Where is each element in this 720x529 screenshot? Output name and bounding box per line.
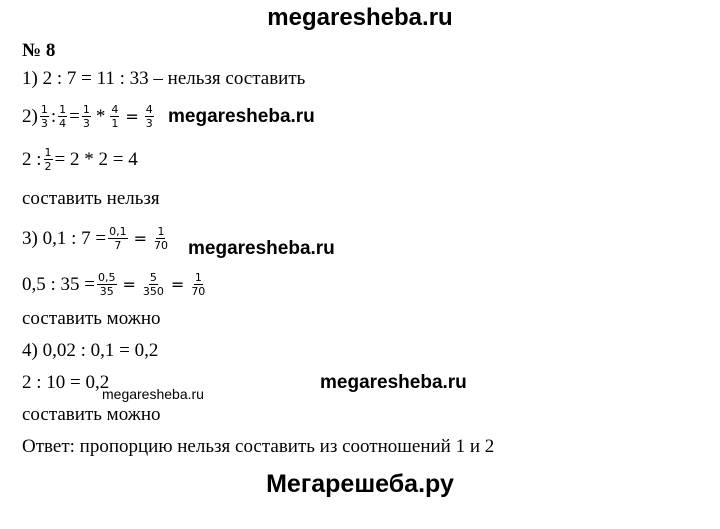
watermark-small: megaresheba.ru: [102, 386, 204, 402]
equals: =: [122, 275, 136, 294]
watermark-mid-right: megaresheba.ru: [320, 372, 467, 393]
item-3: [22, 226, 171, 251]
fraction-1-70: $\frac{1}{70}$: [191, 271, 206, 298]
item-3-prefix: 3) 0,1 : 7 =: [22, 227, 107, 249]
fraction-1-2: $\frac{1}{2}$: [44, 146, 52, 173]
watermark-top: megaresheba.ru: [267, 4, 453, 31]
fraction-1-3: $\frac{1}{3}$: [40, 103, 48, 130]
answer: Ответ: пропорцию нельзя составить из соотношений 1 и 2: [22, 436, 495, 457]
equals: =: [133, 229, 147, 248]
equals: =: [69, 105, 80, 127]
fraction-4-3: $\frac{4}{3}$: [145, 103, 153, 130]
item-4c: составить можно: [22, 404, 161, 425]
fraction-0-5-over-35: $\frac{0,5}{35}$: [98, 271, 116, 298]
fraction-0-1-over-7: $\frac{0,1}{7}$: [109, 225, 127, 252]
fraction-5-350: $\frac{5}{350}$: [142, 271, 164, 298]
item-2b-prefix: 2 :: [22, 148, 42, 170]
watermark-line-2: megaresheba.ru: [168, 106, 315, 127]
item-3b: [22, 272, 208, 297]
item-4b: 2 : 10 = 0,2: [22, 372, 110, 393]
fraction-1-70: $\frac{1}{70}$: [153, 225, 168, 252]
fraction-1-3-b: $\frac{1}{3}$: [82, 103, 90, 130]
fraction-1-4: $\frac{1}{4}$: [59, 103, 67, 130]
watermark-bottom: Мегарешеба.ру: [266, 470, 454, 498]
problem-number: № 8: [22, 40, 56, 61]
watermark-line-3: megaresheba.ru: [188, 238, 335, 259]
item-2b: [22, 147, 138, 172]
item-2b-rest: = 2 * 2 = 4: [54, 148, 138, 170]
equals: =: [170, 275, 185, 294]
multiply-star: *: [95, 105, 106, 127]
item-3c: составить можно: [22, 308, 161, 329]
item-3b-prefix: 0,5 : 35 =: [22, 273, 95, 295]
fraction-4-1: $\frac{4}{1}$: [111, 103, 119, 130]
item-2: [22, 104, 156, 129]
item-2c: составить нельзя: [22, 188, 160, 209]
equals: =: [125, 107, 139, 126]
item-2-prefix: 2): [22, 105, 38, 127]
item-4: 4) 0,02 : 0,1 = 0,2: [22, 340, 159, 361]
colon: :: [50, 105, 57, 127]
item-1: 1) 2 : 7 = 11 : 33 – нельзя составить: [22, 68, 306, 89]
